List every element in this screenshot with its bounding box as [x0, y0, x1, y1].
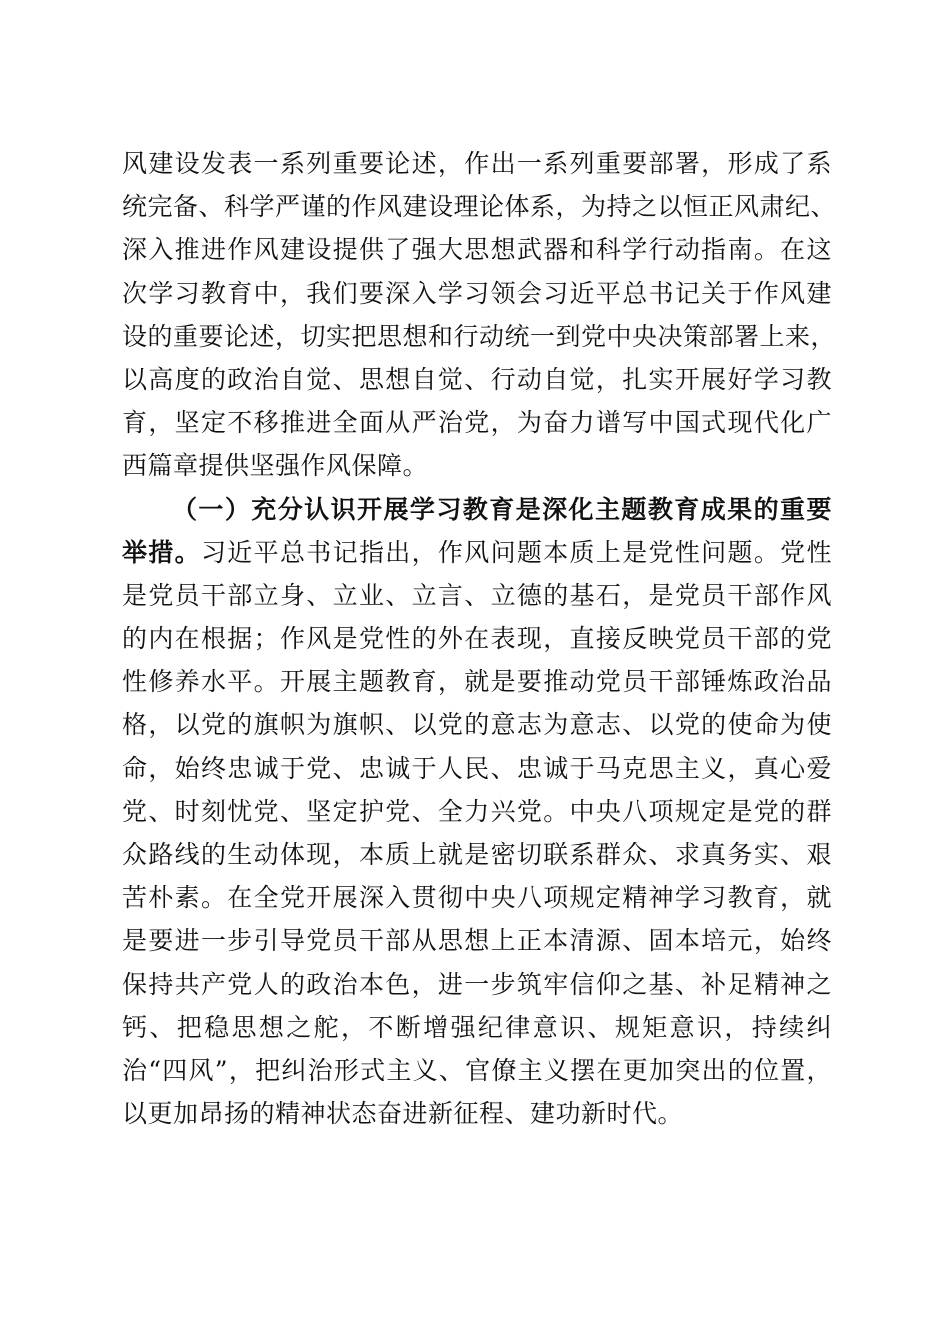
text-line: 西篇章提供坚强作风保障。: [122, 451, 429, 481]
text-line: 格，以党的旗帜为旗帜、以党的意志为意志、以党的使命为使: [122, 710, 832, 740]
text-line: 是党员干部立身、立业、立言、立德的基石，是党员干部作风: [122, 580, 832, 610]
text-line: 设的重要论述，切实把思想和行动统一到党中央决策部署上来，: [122, 321, 837, 351]
text-line: 深入推进作风建设提供了强大思想武器和科学行动指南。在这: [122, 235, 832, 265]
paragraph-2: [122, 488, 832, 1136]
text-line: 风建设发表一系列重要论述，作出一系列重要部署，形成了系: [122, 149, 832, 178]
text-line: 众路线的生动体现，本质上就是密切联系群众、求真务实、艰: [122, 840, 832, 869]
section-heading-end: 举措。: [122, 537, 201, 567]
text-line: 性修养水平。开展主题教育，就是要推动党员干部锤炼政治品: [122, 667, 832, 697]
section-heading: （一）充分认识开展学习教育是深化主题教育成果的重要: [172, 494, 832, 524]
text-line: 钙、把稳思想之舵，不断增强纪律意识、规矩意识，持续纠: [122, 1012, 832, 1042]
text-line: 统完备、科学严谨的作风建设理论体系，为持之以恒正风肃纪、: [122, 192, 837, 222]
text-line: 治“四风”，把纠治形式主义、官僚主义摆在更加突出的位置，: [122, 1055, 832, 1085]
text-line: 是要进一步引导党员干部从思想上正本清源、固本培元，始终: [122, 926, 832, 956]
text-line: 苦朴素。在全党开展深入贯彻中央八项规定精神学习教育，就: [122, 883, 832, 913]
text-line: 命，始终忠诚于党、忠诚于人民、忠诚于马克思主义，真心爱: [122, 753, 832, 783]
text-line: 次学习教育中，我们要深入学习领会习近平总书记关于作风建: [122, 278, 832, 308]
text-segment: 习近平总书记指出，作风问题本质上是党性问题。党性: [200, 537, 832, 567]
text-line: 的内在根据；作风是党性的外在表现，直接反映党员干部的党: [122, 624, 832, 654]
text-line: [122, 531, 832, 574]
paragraph-1: [122, 142, 837, 488]
text-line: 以更加昂扬的精神状态奋进新征程、建功新时代。: [122, 1099, 684, 1129]
text-line: 以高度的政治自觉、思想自觉、行动自觉，扎实开展好学习教: [122, 364, 832, 394]
document-body: [122, 142, 837, 1135]
text-line: 保持共产党人的政治本色，进一步筑牢信仰之基、补足精神之: [122, 969, 832, 999]
text-line: 育，坚定不移推进全面从严治党，为奋力谱写中国式现代化广: [122, 408, 832, 438]
text-line: 党、时刻忧党、坚定护党、全力兴党。中央八项规定是党的群: [122, 796, 832, 826]
